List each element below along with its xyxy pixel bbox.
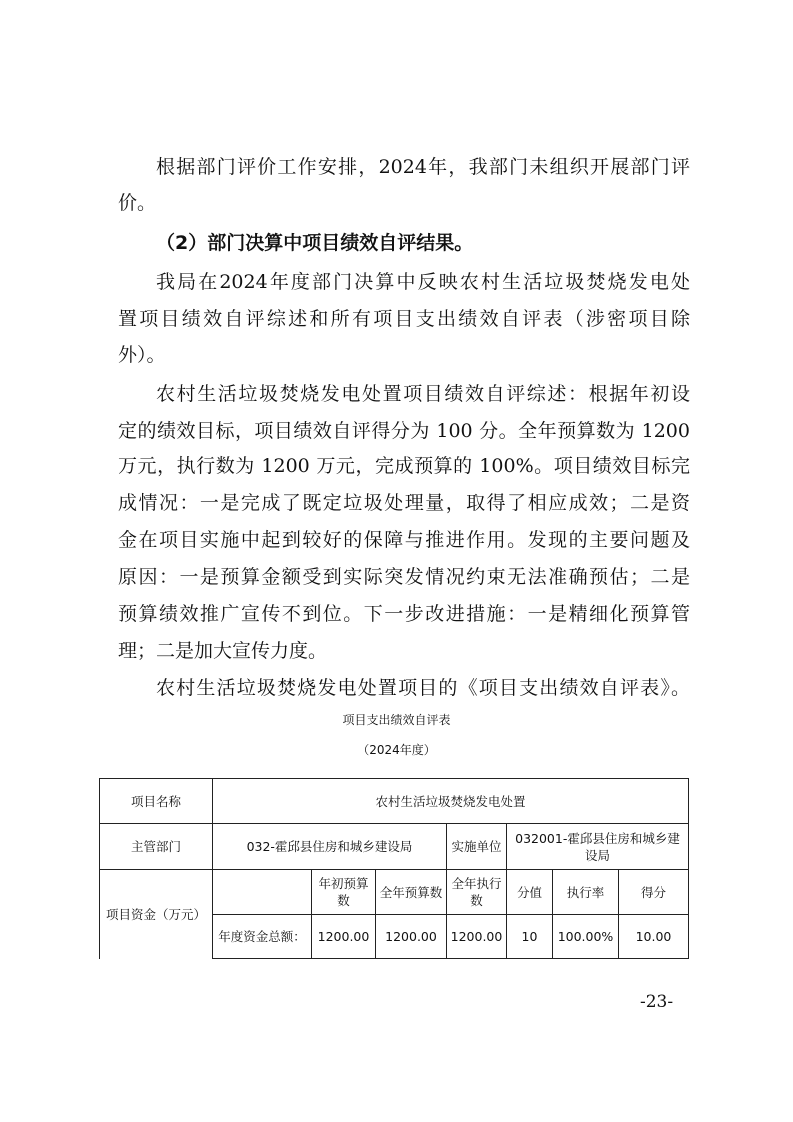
header-cell: 全年执行数 (447, 870, 507, 915)
unit: 032001-霍邱县住房和城乡建设局 (507, 824, 689, 870)
header-cell: 全年预算数 (376, 870, 447, 915)
text-line: 定的绩效目标，项目绩效自评得分为 100 分。全年预算数为 1200 (118, 420, 690, 442)
text-line: 置项目绩效自评综述和所有项目支出绩效自评表（涉密项目除 (118, 308, 690, 330)
text-line: 理；二是加大宣传力度。 (118, 640, 328, 662)
header-cell: 年初预算数 (312, 870, 376, 915)
value-cell: 1200.00 (312, 915, 376, 959)
text-line: 万元，执行数为 1200 万元，完成预算的 100%。项目绩效目标完 (118, 455, 690, 477)
text-line: 成情况：一是完成了既定垃圾处理量，取得了相应成效；二是资 (118, 492, 690, 514)
page-number: -23- (640, 992, 674, 1012)
text-line: 根据部门评价工作安排，2024年，我部门未组织开展部门评 (156, 156, 690, 178)
header-cell: 分值 (507, 870, 553, 915)
self-evaluation-table (99, 778, 689, 959)
value-cell: 10 (507, 915, 553, 959)
value-cell: 1200.00 (447, 915, 507, 959)
unit-label: 实施单位 (447, 824, 507, 870)
text-line: 农村生活垃圾焚烧发电处置项目绩效自评综述：根据年初设 (156, 383, 690, 405)
section-heading: （2）部门决算中项目绩效自评结果。 (156, 232, 474, 254)
text-line: 价。 (118, 192, 157, 214)
table-title: 项目支出绩效自评表 (342, 713, 451, 727)
text-line: 预算绩效推广宣传不到位。下一步改进措施：一是精细化预算管 (118, 603, 690, 625)
text-line: 金在项目实施中起到较好的保障与推进作用。发现的主要问题及 (118, 529, 690, 551)
project-name-label: 项目名称 (100, 779, 213, 824)
project-name: 农村生活垃圾焚烧发电处置 (213, 779, 689, 824)
funds-label: 项目资金（万元） (100, 870, 213, 959)
value-cell: 10.00 (619, 915, 689, 959)
value-cell: 100.00% (553, 915, 619, 959)
header-cell: 得分 (619, 870, 689, 915)
text-line: 我局在2024年度部门决算中反映农村生活垃圾焚烧发电处 (156, 271, 690, 293)
dept: 032-霍邱县住房和城乡建设局 (213, 824, 447, 870)
header-blank (213, 870, 312, 915)
header-cell: 执行率 (553, 870, 619, 915)
table-subtitle: （2024年度） (357, 743, 436, 757)
row-label: 年度资金总额： (213, 915, 312, 959)
text-line: 原因：一是预算金额受到实际突发情况约束无法准确预估；二是 (118, 566, 690, 588)
text-line: 农村生活垃圾焚烧发电处置项目的《项目支出绩效自评表》。 (156, 677, 690, 699)
dept-label: 主管部门 (100, 824, 213, 870)
value-cell: 1200.00 (376, 915, 447, 959)
text-line: 外）。 (118, 344, 166, 366)
